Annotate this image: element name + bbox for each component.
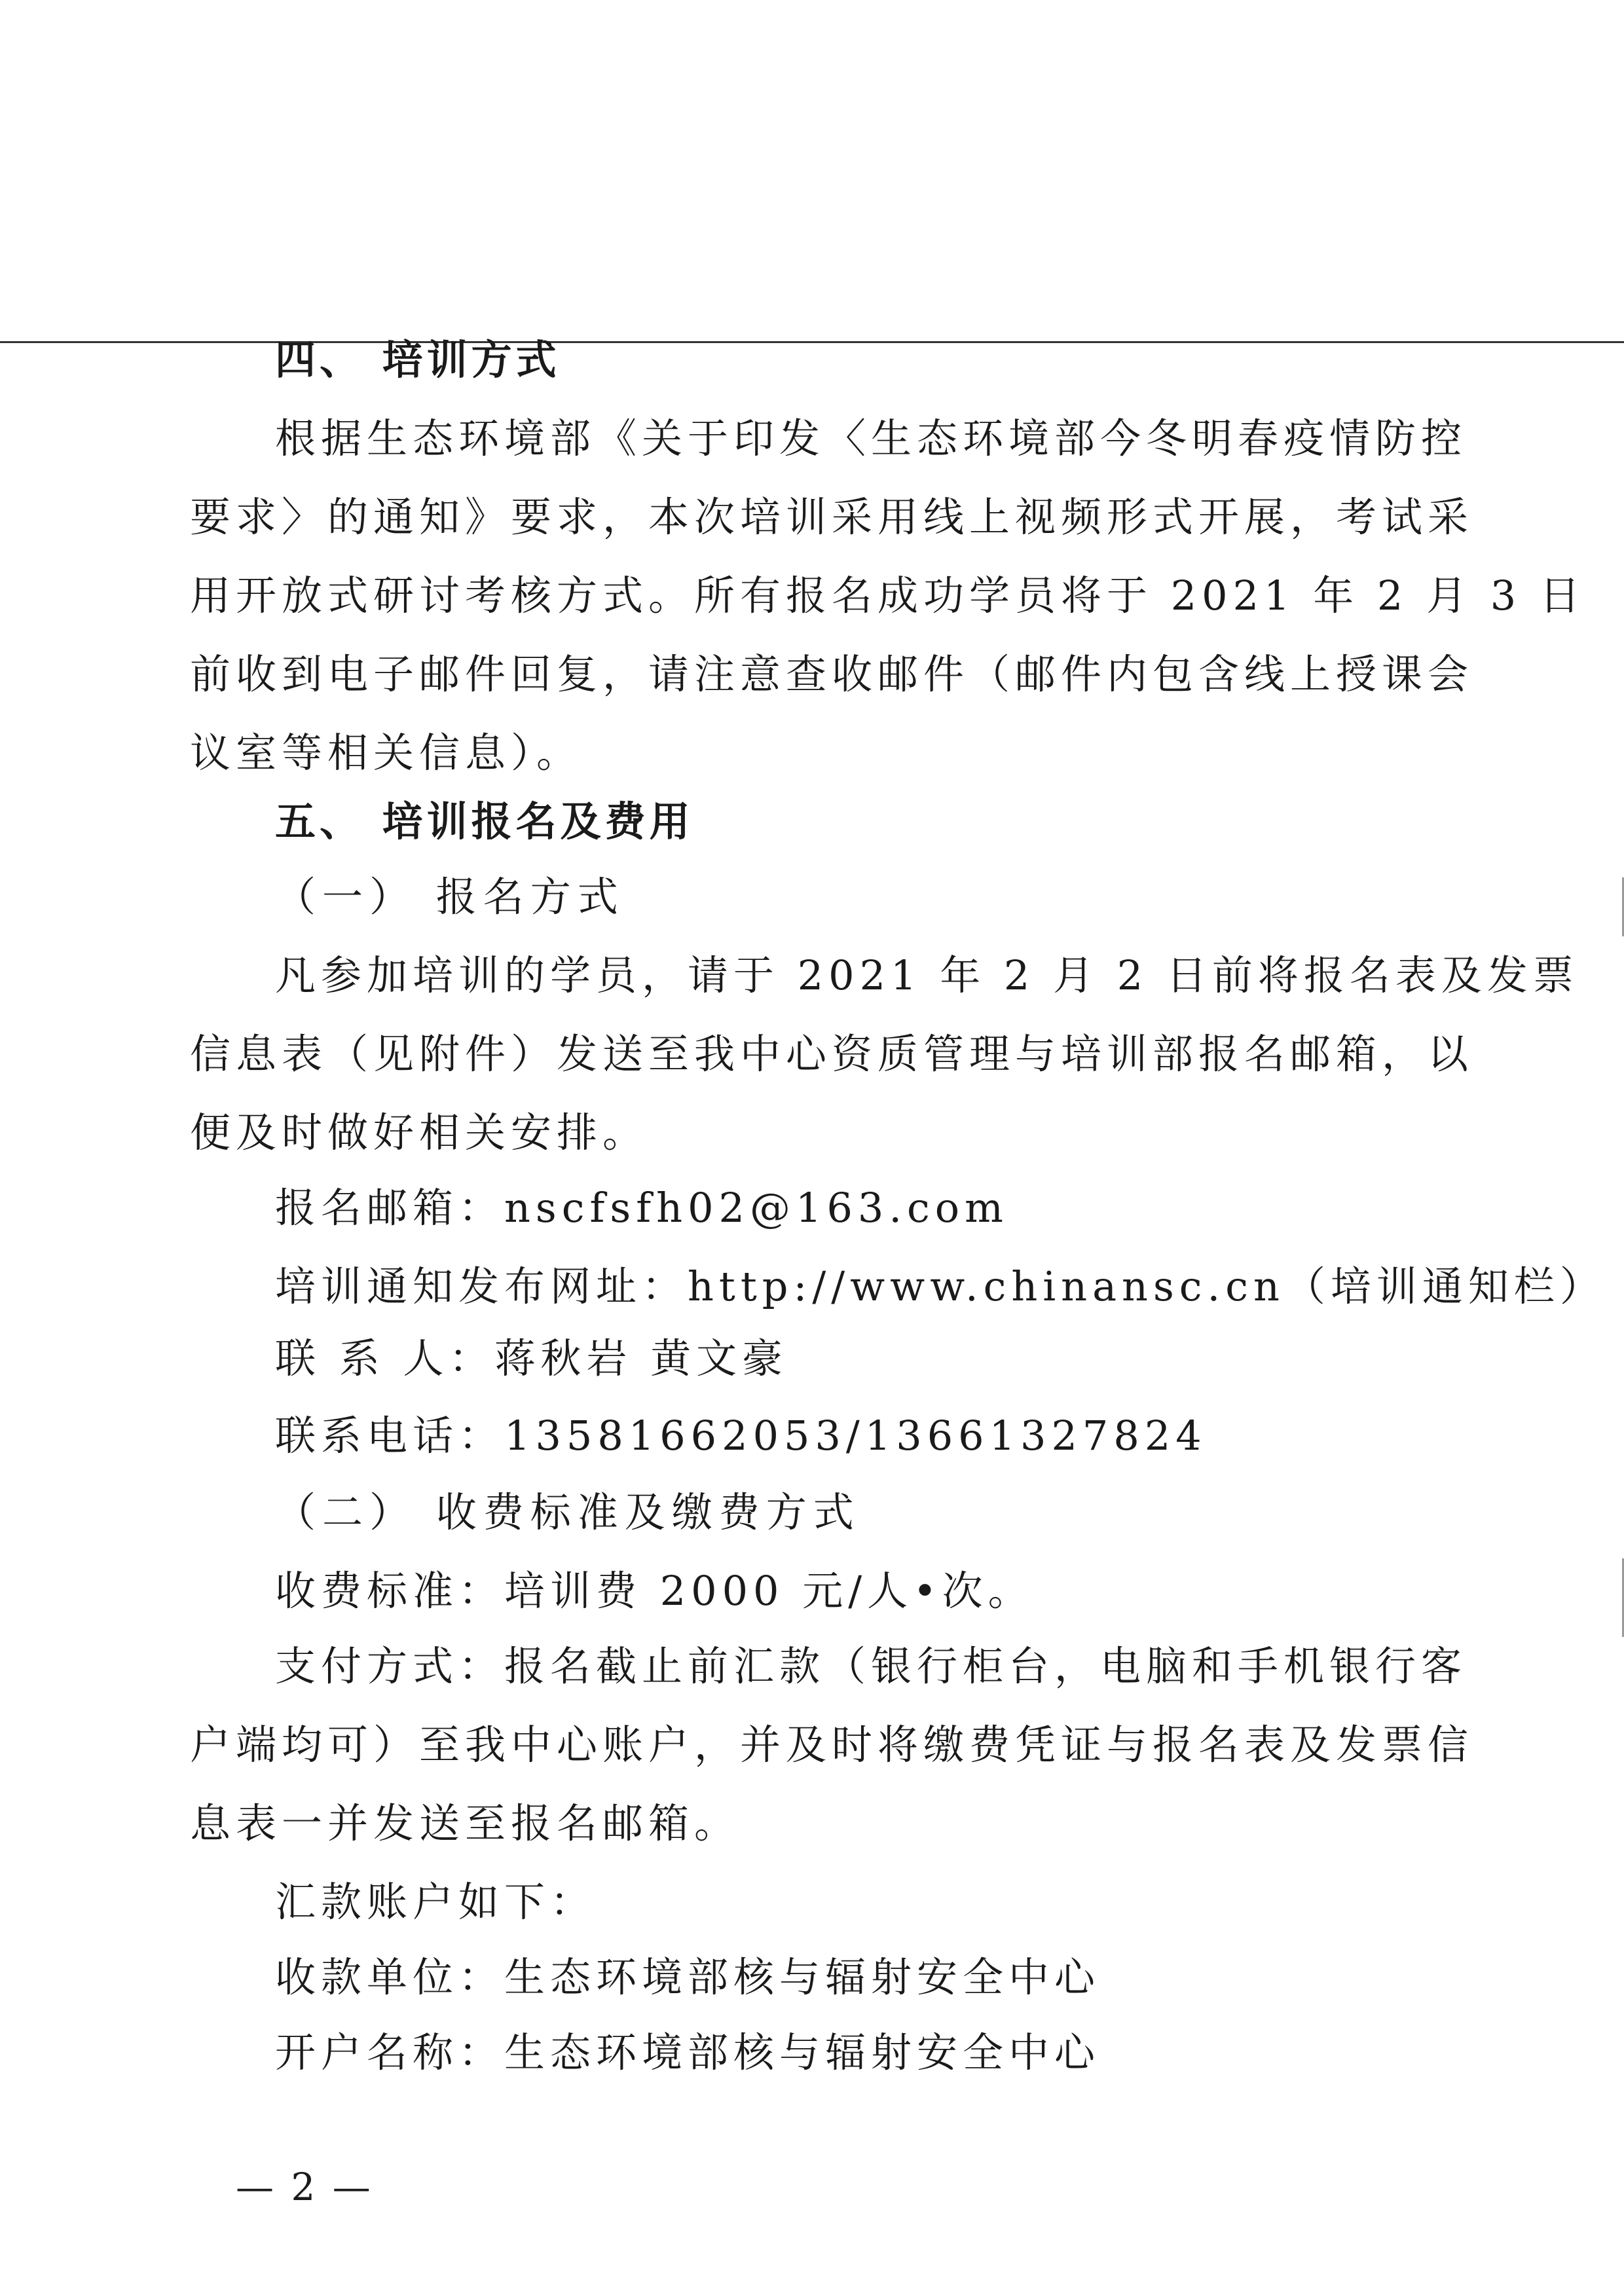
page-number: — 2 — bbox=[236, 2165, 373, 2209]
contact-phone: 联系电话：13581662053/13661327824 bbox=[275, 1412, 1207, 1460]
payee-unit: 收款单位：生态环境部核与辐射安全中心 bbox=[275, 1953, 1101, 2001]
paragraph-line: 前收到电子邮件回复，请注意查收邮件（邮件内包含线上授课会 bbox=[190, 650, 1474, 698]
notice-website: 培训通知发布网址：http://www.chinansc.cn（培训通知栏） bbox=[275, 1262, 1606, 1310]
contact-persons: 联 系 人：蒋秋岩 黄文豪 bbox=[275, 1334, 788, 1382]
paragraph-line: 用开放式研讨考核方式。所有报名成功学员将于 2021 年 2 月 3 日 bbox=[190, 572, 1585, 619]
paragraph-line: 息表一并发送至报名邮箱。 bbox=[190, 1799, 741, 1847]
paragraph-line: 议室等相关信息）。 bbox=[190, 729, 583, 777]
paragraph-line: 要求〉的通知》要求，本次培训采用线上视频形式开展，考试采 bbox=[190, 493, 1474, 541]
subsection-heading: （二） 收费标准及缴费方式 bbox=[275, 1488, 860, 1536]
paragraph-line: 户端均可）至我中心账户，并及时将缴费凭证与报名表及发票信 bbox=[190, 1721, 1474, 1769]
paragraph-line: 根据生态环境部《关于印发〈生态环境部今冬明春疫情防控 bbox=[275, 414, 1467, 462]
account-intro: 汇款账户如下： bbox=[275, 1878, 597, 1926]
fee-standard: 收费标准：培训费 2000 元/人•次。 bbox=[275, 1567, 1034, 1615]
account-name: 开户名称：生态环境部核与辐射安全中心 bbox=[275, 2029, 1101, 2076]
paragraph-line: 便及时做好相关安排。 bbox=[190, 1109, 649, 1156]
registration-email: 报名邮箱：nscfsfh02@163.com bbox=[275, 1184, 1008, 1232]
paragraph-line: 信息表（见附件）发送至我中心资质管理与培训部报名邮箱，以 bbox=[190, 1030, 1474, 1078]
section-heading: 四、 培训方式 bbox=[275, 336, 561, 384]
paragraph-line: 凡参加培训的学员，请于 2021 年 2 月 2 日前将报名表及发票 bbox=[275, 951, 1579, 999]
subsection-heading: （一） 报名方式 bbox=[275, 873, 625, 921]
paragraph-line: 支付方式：报名截止前汇款（银行柜台，电脑和手机银行客 bbox=[275, 1642, 1467, 1690]
section-heading: 五、 培训报名及费用 bbox=[275, 798, 694, 845]
